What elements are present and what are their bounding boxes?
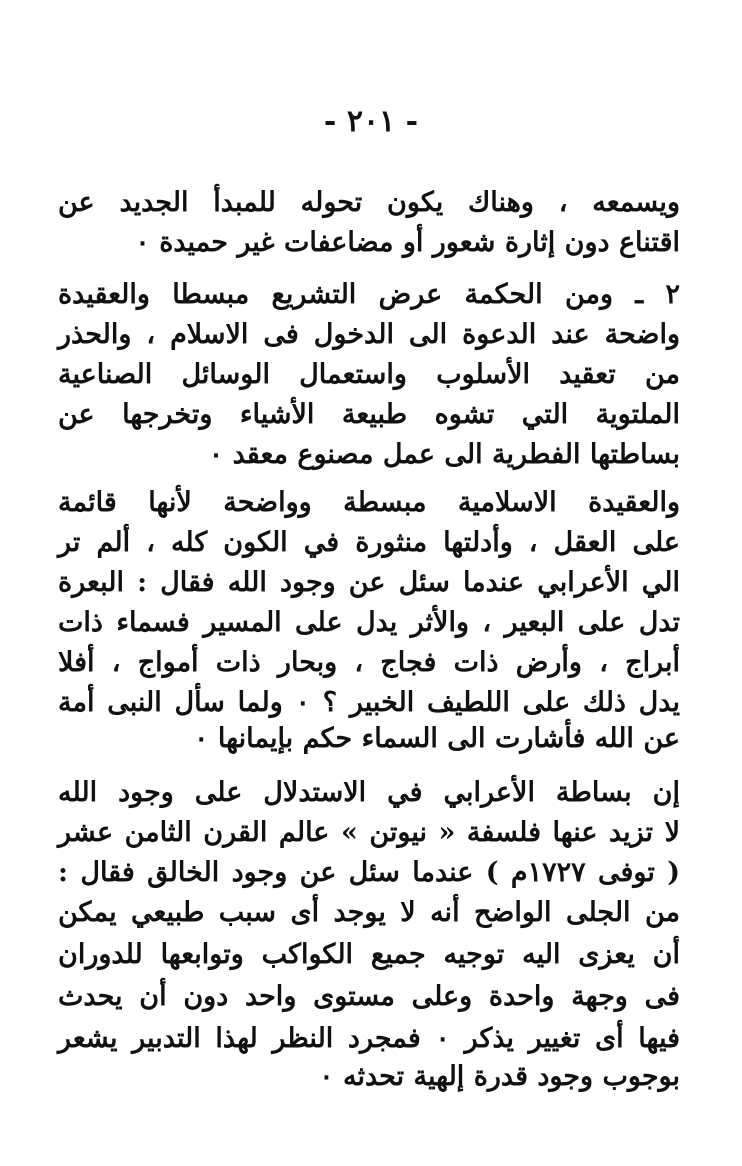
- paragraph-4-line-6: فى وجهة واحدة وعلى مستوى واحد دون أن يحدث: [58, 981, 680, 1012]
- paragraph-1-line-2: اقتناع دون إثارة شعور أو مضاعفات غير حميدة ٠: [135, 227, 680, 258]
- paragraph-2-line-4: الملتوية التي تشوه طبيعة الأشياء وتخرجها عن: [58, 399, 680, 430]
- paragraph-3-line-5: أبراج ، وأرض ذات فجاج ، وبحار ذات أمواج ، أفلا: [58, 647, 680, 678]
- paragraph-4-line-3: ( توفى ١٧٢٧م ) عندما سئل عن وجود الخالق فقال :: [58, 857, 680, 888]
- paragraph-4-line-4: من الجلى الواضح أنه لا يوجد أى سبب طبيعي يمكن: [58, 897, 680, 928]
- paragraph-2-line-3: من تعقيد الأسلوب واستعمال الوسائل الصناعية: [58, 359, 680, 390]
- page-number: - ٢٠١ -: [323, 104, 419, 139]
- paragraph-4-line-8: بوجوب وجود قدرة إلهية تحدثه ٠: [319, 1061, 680, 1092]
- paragraph-1-line-1: ويسمعه ، وهناك يكون تحوله للمبدأ الجديد عن: [58, 187, 680, 218]
- paragraph-3-line-1: والعقيدة الاسلامية مبسطة وواضحة لأنها قائمة: [58, 487, 680, 518]
- paragraph-4-line-5: أن يعزى اليه توجيه جميع الكواكب وتوابعها للدوران: [58, 939, 680, 970]
- paragraph-2-line-5: بساطتها الفطرية الى عمل مصنوع معقد ٠: [208, 439, 680, 470]
- paragraph-3-line-6: يدل ذلك على اللطيف الخبير ؟ ٠ ولما سأل النبى أمة: [58, 687, 680, 718]
- paragraph-2-line-2: واضحة عند الدعوة الى الدخول فى الاسلام ، والحذر: [58, 319, 680, 350]
- paragraph-4-line-1: إن بساطة الأعرابي في الاستدلال على وجود الله: [58, 777, 680, 808]
- paragraph-4-line-2: لا تزيد عنها فلسفة « نيوتن » عالم القرن الثامن عشر: [58, 817, 680, 848]
- paragraph-2-line-1: ٢ ـ ومن الحكمة عرض التشريع مبسطا والعقيدة: [58, 279, 680, 310]
- paragraph-3-line-3: الي الأعرابي عندما سئل عن وجود الله فقال : البعرة: [58, 567, 680, 598]
- paragraph-3-line-7: عن الله فأشارت الى السماء حكم بإيمانها ٠: [194, 723, 680, 754]
- paragraph-3-line-2: على العقل ، وأدلتها منثورة في الكون كله ، ألم تر: [58, 527, 680, 558]
- paragraph-4-line-7: فيها أى تغيير يذكر ٠ فمجرد النظر لهذا التدبير يشعر: [58, 1023, 680, 1054]
- paragraph-3-line-4: تدل على البعير ، والأثر يدل على المسير فسماء ذات: [58, 607, 680, 638]
